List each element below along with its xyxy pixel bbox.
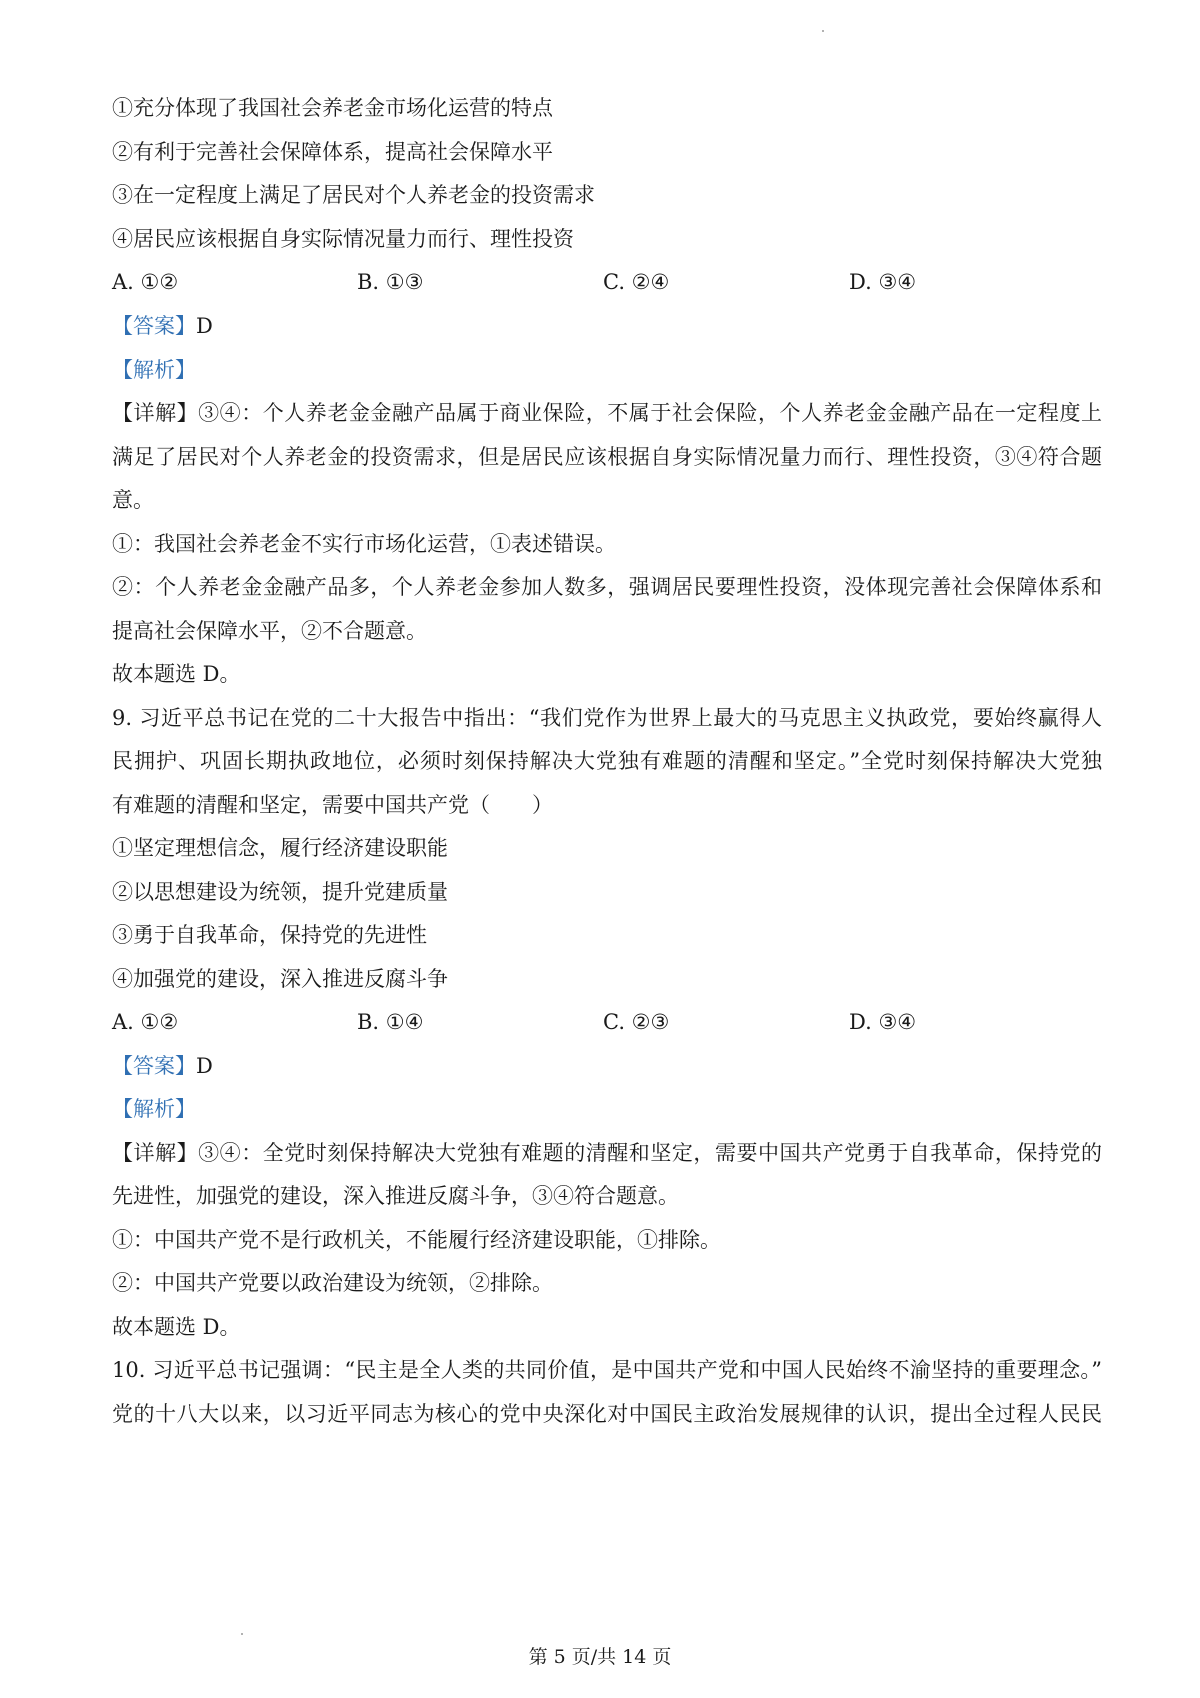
- q8-exclusion-2-line-1: ②：个人养老金金融产品多，个人养老金参加人数多，强调居民要理性投资，没体现完善社会保障体系和: [112, 575, 1102, 599]
- q10-stem-line-1: 10. 习近平总书记强调：“民主是全人类的共同价值，是中国共产党和中国人民始终不渝坚持的重要理念。”: [112, 1358, 1102, 1382]
- q9-statement-3: ③勇于自我革命，保持党的先进性: [112, 923, 427, 947]
- q9-statement-1: ①坚定理想信念，履行经济建设职能: [112, 836, 448, 860]
- q9-statement-2: ②以思想建设为统领，提升党建质量: [112, 880, 448, 904]
- q8-detail-line-3: 意。: [112, 488, 154, 512]
- q9-detail-line-2: 先进性，加强党的建设，深入推进反腐斗争，③④符合题意。: [112, 1184, 679, 1208]
- q9-statement-4: ④加强党的建设，深入推进反腐斗争: [112, 967, 448, 991]
- q8-option-c: C. ②④: [603, 270, 670, 294]
- q9-option-c: C. ②③: [603, 1010, 670, 1034]
- q9-option-b: B. ①④: [357, 1010, 424, 1034]
- q9-analysis-heading: [112, 1097, 196, 1121]
- q8-option-d: D. ③④: [849, 270, 917, 294]
- q9-stem-line-3: 有难题的清醒和坚定，需要中国共产党（ ）: [112, 793, 553, 817]
- q9-exclusion-2: ②：中国共产党要以政治建设为统领，②排除。: [112, 1271, 553, 1295]
- q9-stem-line-2: 民拥护、巩固长期执政地位，必须时刻保持解决大党独有难题的清醒和坚定。”全党时刻保持解决大党独: [112, 749, 1102, 773]
- q9-analysis-tag: 【解析】: [112, 1097, 196, 1121]
- q9-option-d: D. ③④: [849, 1010, 917, 1034]
- q8-answer: [112, 314, 213, 338]
- q8-detail-text-1: ③④：个人养老金金融产品属于商业保险，不属于社会保险，个人养老金金融产品在一定程度上: [198, 401, 1103, 425]
- q9-detail-text-1: ③④：全党时刻保持解决大党独有难题的清醒和坚定，需要中国共产党勇于自我革命，保持党的: [198, 1141, 1103, 1165]
- q9-answer-tag: 【答案】: [112, 1054, 196, 1078]
- q9-stem-line-1: 9. 习近平总书记在党的二十大报告中指出：“我们党作为世界上最大的马克思主义执政党，要始终赢得人: [112, 706, 1102, 730]
- q9-conclusion: 故本题选 D。: [112, 1315, 241, 1339]
- q8-statement-4: ④居民应该根据自身实际情况量力而行、理性投资: [112, 227, 574, 251]
- q8-detail-line-1: [112, 401, 1102, 425]
- q8-detail-tag: 【详解】: [112, 401, 199, 425]
- q8-answer-value: D: [196, 314, 213, 338]
- q9-answer: [112, 1054, 213, 1078]
- q8-option-a: A. ①②: [112, 270, 179, 294]
- q8-statement-2: ②有利于完善社会保障体系，提高社会保障水平: [112, 140, 553, 164]
- q8-analysis-tag: 【解析】: [112, 358, 196, 382]
- scan-speck-bottom: [241, 1633, 243, 1635]
- q8-statement-1: ①充分体现了我国社会养老金市场化运营的特点: [112, 96, 553, 120]
- scan-speck-top: [822, 30, 824, 32]
- q8-detail-line-2: 满足了居民对个人养老金的投资需求，但是居民应该根据自身实际情况量力而行、理性投资，③④符合题: [112, 445, 1102, 469]
- q8-answer-tag: 【答案】: [112, 314, 196, 338]
- page-footer: 第 5 页/共 14 页: [528, 1646, 672, 1668]
- q9-answer-value: D: [196, 1054, 213, 1078]
- q8-conclusion: 故本题选 D。: [112, 662, 241, 686]
- q8-exclusion-2-line-2: 提高社会保障水平，②不合题意。: [112, 619, 427, 643]
- q8-statement-3: ③在一定程度上满足了居民对个人养老金的投资需求: [112, 183, 595, 207]
- q8-analysis-heading: [112, 358, 196, 382]
- q9-detail-line-1: [112, 1141, 1102, 1165]
- q10-stem-line-2: 党的十八大以来，以习近平同志为核心的党中央深化对中国民主政治发展规律的认识，提出全过程人民民: [112, 1402, 1102, 1426]
- q8-exclusion-1: ①：我国社会养老金不实行市场化运营，①表述错误。: [112, 532, 616, 556]
- q9-exclusion-1: ①：中国共产党不是行政机关，不能履行经济建设职能，①排除。: [112, 1228, 721, 1252]
- q9-option-a: A. ①②: [112, 1010, 179, 1034]
- q8-option-b: B. ①③: [357, 270, 424, 294]
- q9-detail-tag: 【详解】: [112, 1141, 199, 1165]
